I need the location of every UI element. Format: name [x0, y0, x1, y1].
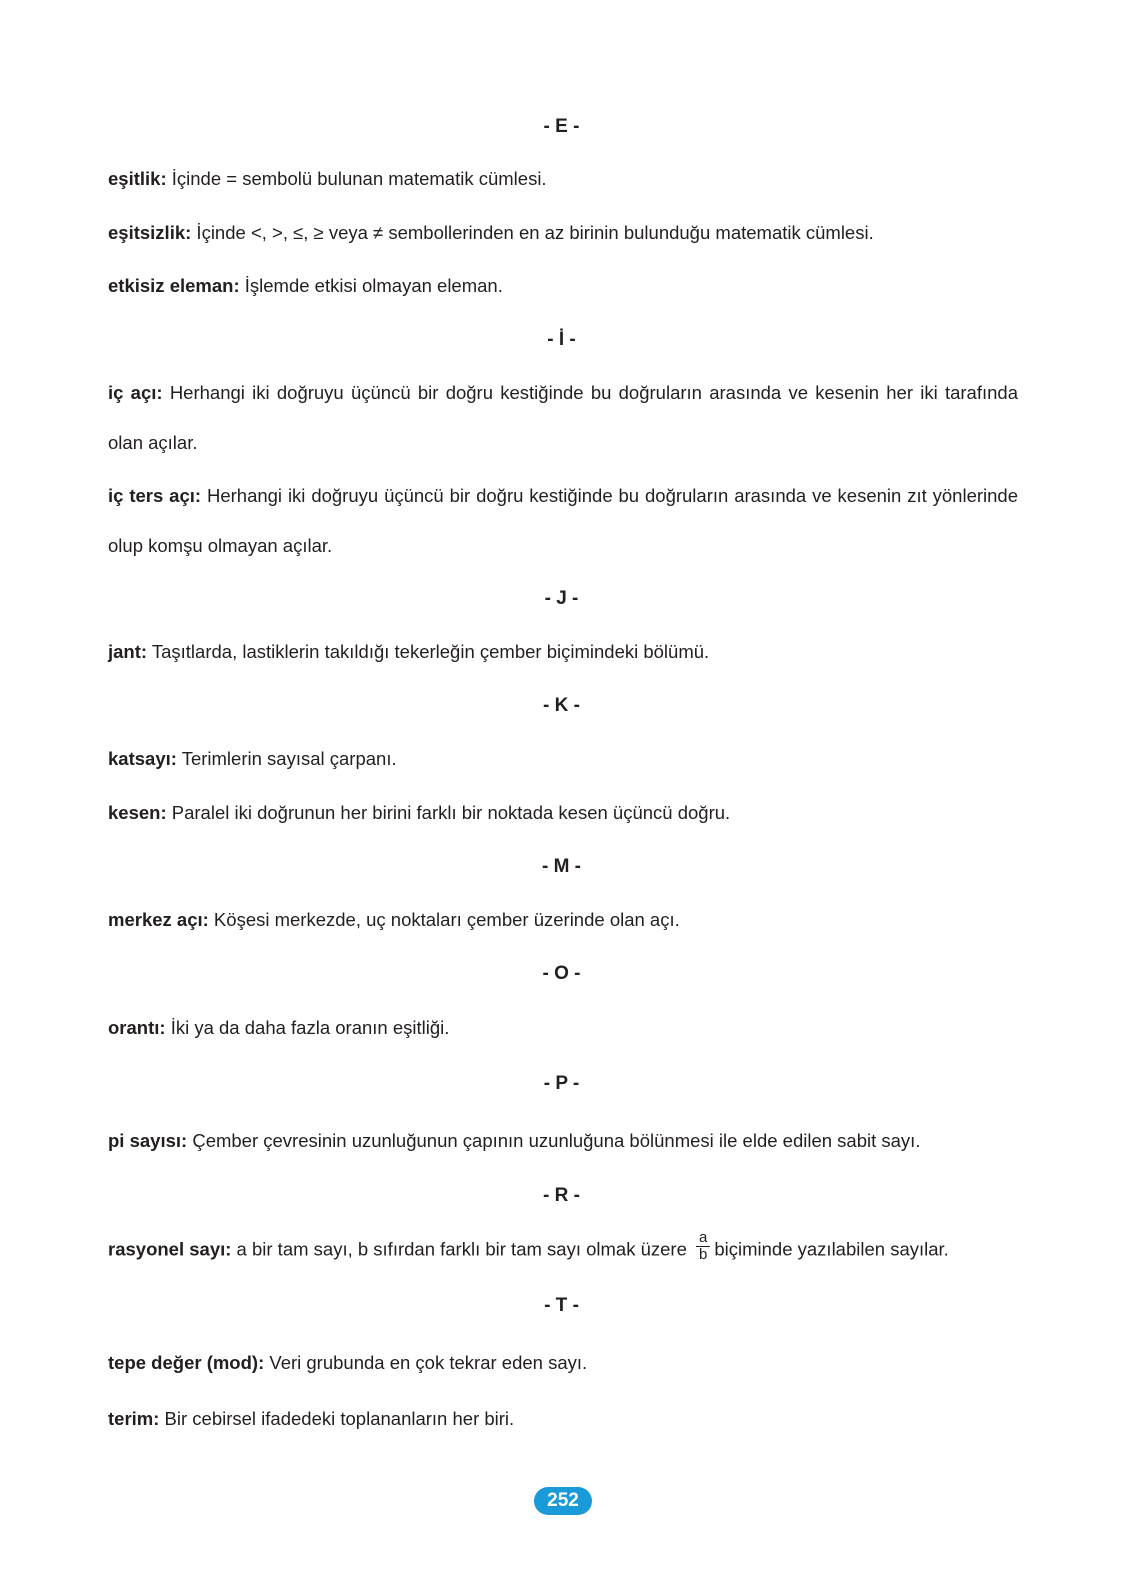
- section-heading-o: - O -: [542, 963, 581, 984]
- entry-definition: Çember çevresinin uzunluğunun çapının uzunluğuna bölünmesi ile elde edilen sabit sayı.: [187, 1130, 921, 1151]
- section-heading-i: - İ -: [547, 329, 576, 350]
- section-heading-k: - K -: [543, 695, 580, 716]
- entry-definition: Paralel iki doğrunun her birini farklı bir noktada kesen üçüncü doğru.: [166, 802, 731, 823]
- glossary-entry-jant: [108, 641, 1018, 663]
- section-heading-m: - M -: [541, 856, 582, 877]
- fraction-numerator: a: [696, 1230, 710, 1247]
- glossary-entry-esitsizlik: [108, 222, 1018, 244]
- glossary-entry-terim: [108, 1408, 1018, 1430]
- glossary-entry-kesen: [108, 802, 1018, 824]
- fraction-a-over-b: [696, 1230, 710, 1263]
- entry-term: katsayı:: [108, 748, 177, 769]
- entry-definition: a bir tam sayı, b sıfırdan farklı bir tam sayı olmak üzere: [231, 1238, 687, 1260]
- entry-definition: Herhangi iki doğruyu üçüncü bir doğru kestiğinde bu doğruların arasında ve kesenin her iki tarafında olan açılar.: [108, 382, 1018, 453]
- entry-definition: Herhangi iki doğruyu üçüncü bir doğru kestiğinde bu doğruların arasında ve kesenin zıt yönlerinde olup komşu olmayan açılar.: [108, 485, 1018, 556]
- entry-definition: İşlemde etkisi olmayan eleman.: [239, 275, 503, 296]
- glossary-entry-tepe-deger: [108, 1352, 1018, 1374]
- section-heading-t: - T -: [544, 1295, 579, 1316]
- glossary-entry-esitlik: [108, 168, 1018, 190]
- fraction-denominator: b: [699, 1246, 708, 1263]
- section-heading-j: - J -: [544, 588, 579, 609]
- entry-definition: Terimlerin sayısal çarpanı.: [176, 748, 397, 769]
- entry-definition: Bir cebirsel ifadedeki toplananların her biri.: [159, 1408, 515, 1429]
- glossary-entry-etkisiz-eleman: [108, 275, 1018, 297]
- glossary-entry-oranti: [108, 1017, 1018, 1039]
- section-heading-r: - R -: [543, 1185, 580, 1206]
- page-number-badge: 252: [534, 1487, 592, 1515]
- entry-definition: İçinde = sembolü bulunan matematik cümlesi.: [166, 168, 547, 189]
- entry-definition: İçinde <, >, ≤, ≥ veya ≠ sembollerinden en az birinin bulunduğu matematik cümlesi.: [191, 222, 874, 243]
- entry-definition: Köşesi merkezde, uç noktaları çember üzerinde olan açı.: [208, 909, 680, 930]
- glossary-entry-ic-ters-aci: [108, 471, 1018, 571]
- entry-definition: Taşıtlarda, lastiklerin takıldığı tekerleğin çember biçimindeki bölümü.: [147, 641, 710, 662]
- entry-definition: Veri grubunda en çok tekrar eden sayı.: [264, 1352, 588, 1373]
- entry-term: eşitsizlik:: [108, 222, 192, 243]
- section-heading-e: - E -: [543, 116, 580, 137]
- entry-definition-continued: biçiminde yazılabilen sayılar.: [714, 1238, 949, 1260]
- entry-term: eşitlik:: [108, 168, 167, 189]
- glossary-entry-pi-sayisi: [108, 1130, 1018, 1152]
- entry-term: terim:: [108, 1408, 160, 1429]
- entry-term: iç ters açı:: [108, 485, 202, 506]
- section-heading-p: - P -: [543, 1073, 580, 1094]
- entry-term: jant:: [108, 641, 148, 662]
- entry-definition: İki ya da daha fazla oranın eşitliği.: [165, 1017, 450, 1038]
- entry-term: merkez açı:: [108, 909, 209, 930]
- glossary-entry-katsayi: [108, 748, 1018, 770]
- entry-term: etkisiz eleman:: [108, 275, 240, 296]
- entry-term: pi sayısı:: [108, 1130, 188, 1151]
- glossary-entry-rasyonel-sayi: [108, 1229, 1018, 1263]
- entry-term: orantı:: [108, 1017, 166, 1038]
- entry-term: tepe değer (mod):: [108, 1352, 265, 1373]
- glossary-entry-ic-aci: [108, 368, 1018, 468]
- entry-term: rasyonel sayı:: [108, 1238, 232, 1260]
- entry-term: kesen:: [108, 802, 167, 823]
- entry-term: iç açı:: [108, 382, 163, 403]
- glossary-entry-merkez-aci: [108, 909, 1018, 931]
